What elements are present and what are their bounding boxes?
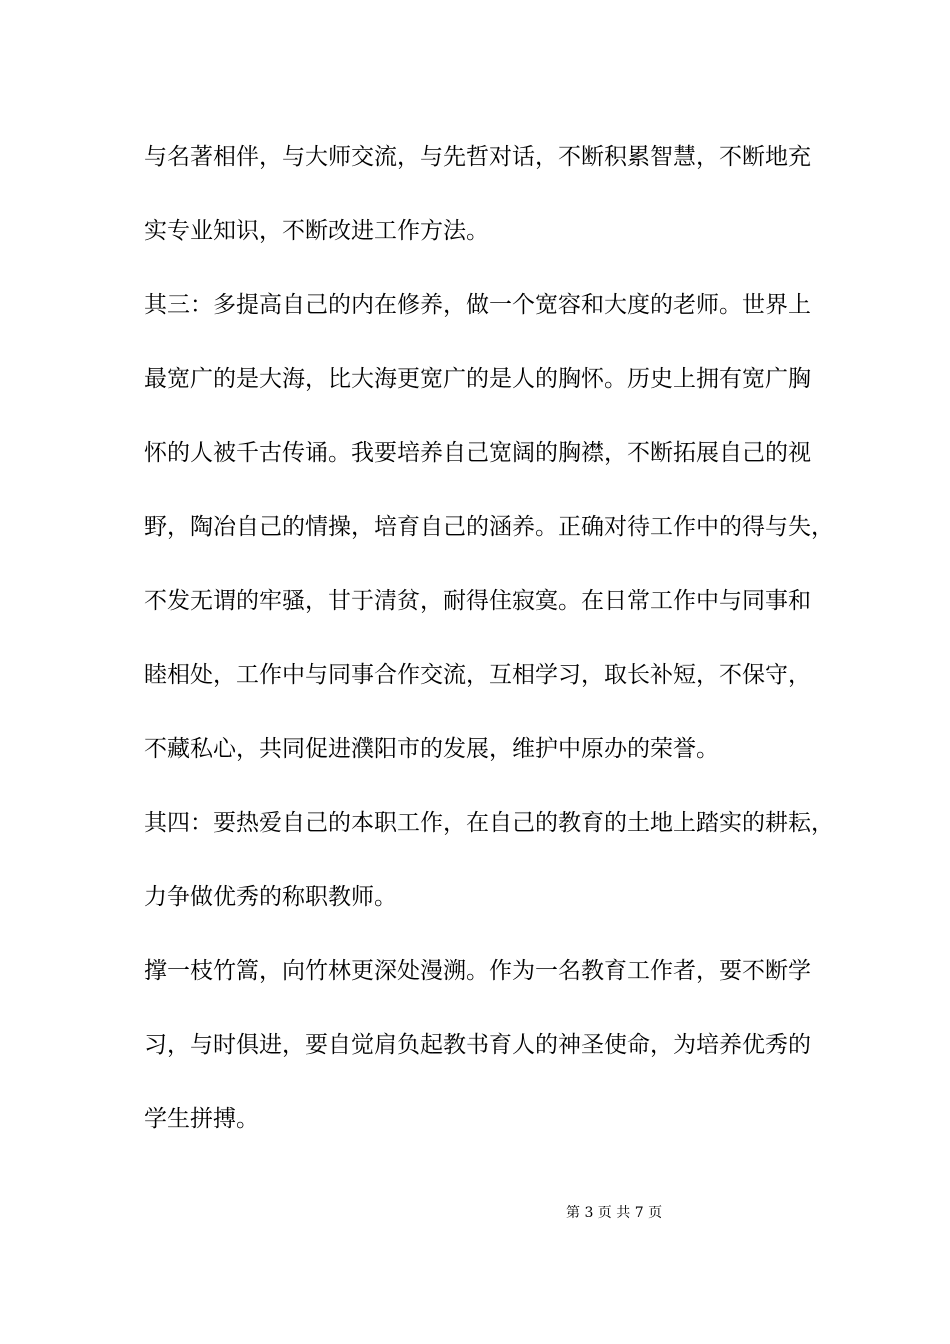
body-text-line: 实专业知识，不断改进工作方法。: [144, 218, 489, 244]
body-text-line: 力争做优秀的称职教师。: [144, 884, 397, 910]
body-text-line: 不发无谓的牢骚，甘于清贫，耐得住寂寞。在日常工作中与同事和: [144, 588, 811, 614]
body-text-line: 学生拼搏。: [144, 1106, 259, 1132]
body-text-line: 其四：要热爱自己的本职工作，在自己的教育的土地上踏实的耕耘，: [144, 810, 834, 836]
body-text-line: 习，与时俱进，要自觉肩负起教书育人的神圣使命，为培养优秀的: [144, 1032, 811, 1058]
body-text-line: 其三：多提高自己的内在修养，做一个宽容和大度的老师。世界上: [144, 292, 811, 318]
body-text-line: 撑一枝竹篙，向竹林更深处漫溯。作为一名教育工作者，要不断学: [144, 958, 811, 984]
body-text-line: 与名著相伴，与大师交流，与先哲对话，不断积累智慧，不断地充: [144, 144, 811, 170]
body-text-line: 不藏私心，共同促进濮阳市的发展，维护中原办的荣誉。: [144, 736, 719, 762]
body-text-line: 最宽广的是大海，比大海更宽广的是人的胸怀。历史上拥有宽广胸: [144, 366, 811, 392]
page-number-footer: 第 3 页 共 7 页: [566, 1205, 663, 1221]
body-text-line: 怀的人被千古传诵。我要培养自己宽阔的胸襟，不断拓展自己的视: [144, 440, 811, 466]
body-text-line: 睦相处，工作中与同事合作交流，互相学习，取长补短，不保守，: [144, 662, 811, 688]
body-text-line: 野，陶冶自己的情操，培育自己的涵养。正确对待工作中的得与失，: [144, 514, 834, 540]
